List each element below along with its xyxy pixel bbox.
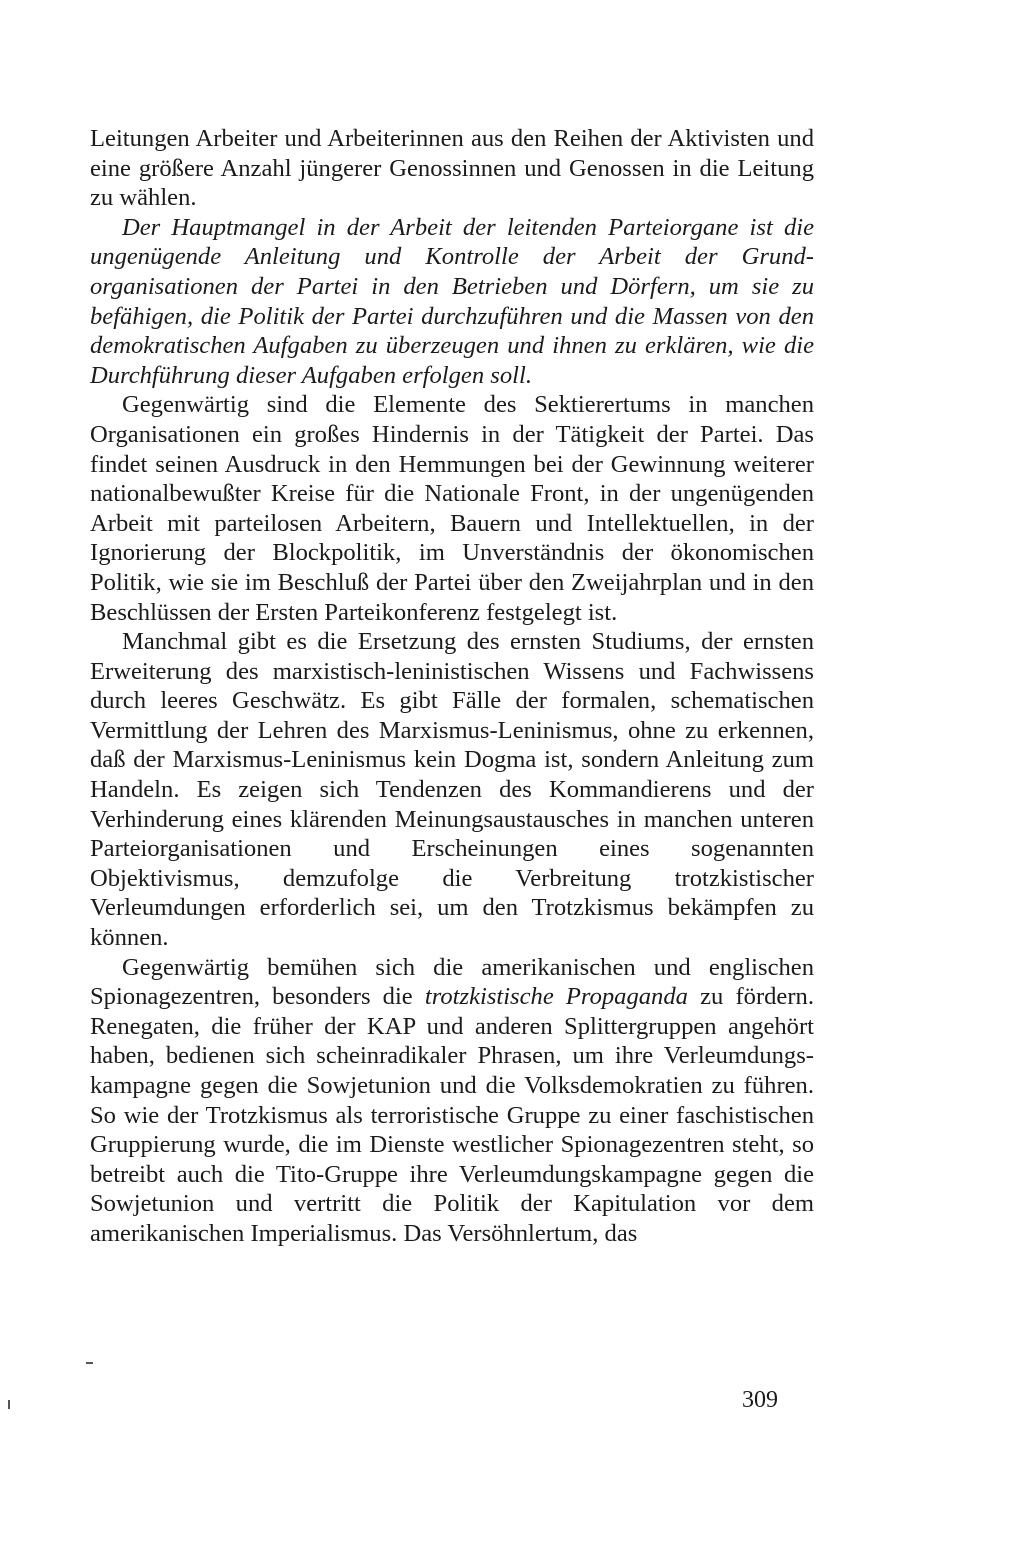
scan-speck — [86, 1362, 93, 1364]
body-text — [90, 124, 814, 1249]
paragraph-5 — [90, 953, 814, 1249]
scan-speck — [8, 1400, 10, 1409]
page-number: 309 — [742, 1387, 778, 1413]
paragraph-4: Manchmal gibt es die Ersetzung des ernsten Studiums, der ernsten Erweiterung des marxistisch-leninistischen Wissens und Fachwissens durch leeres Geschwätz. Es gibt Fälle der formalen, schematischen Vermittlung der Lehren des Marxismus-Leninismus, ohne zu erkennen, daß der Marxismus-Leninismus kein Dogma ist, sondern Anleitung zum Handeln. Es zeigen sich Tendenzen des Kommandierens und der Verhinderung eines klärenden Meinungsaustausches in manchen unteren Parteiorganisationen und Erscheinungen eines sogenannten Objektivismus, demzufolge die Verbreitung trotzkistischer Verleumdungen erforderlich sei, um den Trotzkismus bekämpfen zu können. — [90, 628, 814, 952]
paragraph-5-emphasis: trotzkistische Propaganda — [424, 983, 688, 1011]
paragraph-1: Leitungen Arbeiter und Arbeiterinnen aus den Reihen der Aktivisten und eine größere Anzahl jüngerer Genossinnen und Genossen in die Leitung zu wählen. — [90, 125, 814, 212]
paragraph-5-end: zu fördern. Renegaten, die früher der KAP und anderen Splittergruppen angehört haben, bedienen sich scheinradikaler Phrasen, um ihre Verleumdungskampagne gegen die Sowjetunion und die Volksdemokratien zu führen. So wie der Trotzkismus als terroristische Gruppe zu einer faschistischen Gruppierung wurde, die im Dienste westlicher Spionagezentren steht, so betreibt auch die Tito-Gruppe ihre Verleumdungskampagne gegen die Sowjetunion und vertritt die Politik der Kapitulation vor dem amerikanischen Imperialismus. Das Versöhnlertum, das — [90, 983, 814, 1247]
paragraph-3: Gegenwärtig sind die Elemente des Sektierertums in manchen Organisationen ein großes Hindernis in der Tätigkeit der Partei. Das findet seinen Ausdruck in den Hemmungen bei der Gewinnung weiterer nationalbewußter Kreise für die Nationale Front, in der ungenügenden Arbeit mit parteilosen Arbeitern, Bauern und Intellektuellen, in der Ignorierung der Blockpolitik, im Unverständnis der ökonomischen Politik, wie sie im Beschluß der Partei über den Zweijahrplan und in den Beschlüssen der Ersten Parteikonferenz festgelegt ist. — [90, 391, 814, 626]
paragraph-5-start: Gegenwärtig bemühen sich die amerikanischen und englischen Spionagezentren, besonders die — [90, 953, 814, 1011]
paragraph-2-italic: Der Hauptmangel in der Arbeit der leitenden Parteiorgane ist die ungenügende Anleitung und Kontrolle der Arbeit der Grundorganisationen der Partei in den Betrieben und Dörfern, um sie zu befähigen, die Politik der Partei durchzuführen und die Massen von den demokratischen Aufgaben zu überzeugen und ihnen zu erklären, wie die Durchführung dieser Aufgaben erfolgen soll. — [90, 213, 814, 389]
